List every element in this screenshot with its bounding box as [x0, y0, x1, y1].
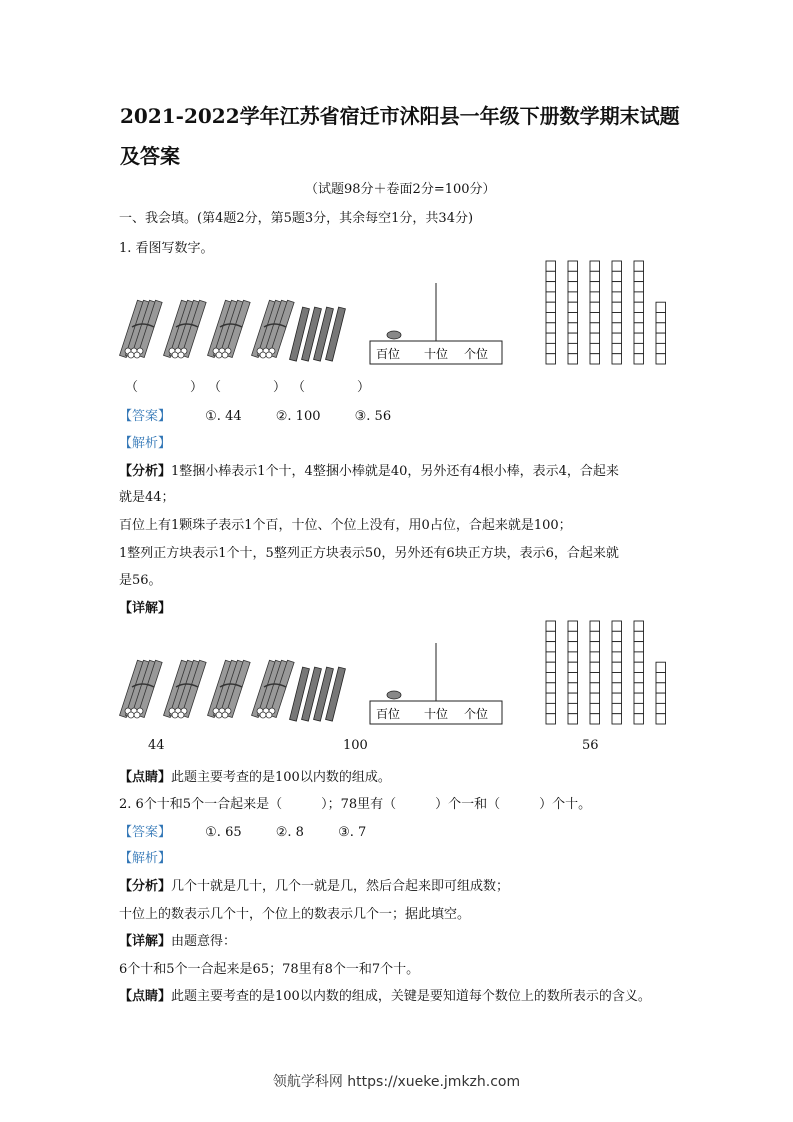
abacus: [370, 643, 502, 724]
block-cell: [612, 292, 622, 302]
block-cell: [568, 621, 578, 631]
block-cell: [546, 693, 556, 703]
blank-2[interactable]: （ ）: [208, 380, 287, 395]
block-cell: [546, 652, 556, 662]
block-cell: [634, 693, 644, 703]
detail-tag: 【详解】: [119, 601, 172, 616]
answer-tag: 【答案】: [119, 825, 172, 840]
detail-value-1: 44: [148, 738, 165, 753]
block-cell: [546, 683, 556, 693]
figure-q1-detail: [118, 615, 678, 730]
blank-3[interactable]: （ ）: [292, 380, 371, 395]
block-cell: [656, 693, 666, 703]
block-cell: [612, 354, 622, 364]
answer-2: ②. 100: [275, 409, 321, 424]
block-cell: [590, 703, 600, 713]
block-cell: [568, 631, 578, 641]
block-cell: [656, 662, 666, 672]
block-cell: [568, 343, 578, 353]
block-cell: [612, 261, 622, 271]
block-cell: [634, 673, 644, 683]
stick-bundle: [120, 660, 163, 718]
block-cell: [612, 652, 622, 662]
question-1: 1. 看图写数字。: [119, 241, 214, 256]
dianjing-q2: 【点睛】此题主要考查的是100以内数的组成，关键是要知道每个数位上的数所表示的含义。: [119, 989, 651, 1004]
block-cell: [612, 302, 622, 312]
abacus-label: 十位: [424, 707, 449, 721]
block-cell: [546, 354, 556, 364]
block-cell: [546, 271, 556, 281]
block-cell: [612, 333, 622, 343]
block-cell: [568, 323, 578, 333]
block-cell: [568, 662, 578, 672]
block-cell: [568, 271, 578, 281]
block-cell: [546, 302, 556, 312]
stick-bundles: [120, 660, 295, 718]
fenxi-line: 1整列正方块表示1个十，5整列正方块表示50，另外还有6块正方块，表示6，合起来就: [119, 546, 619, 561]
block-cell: [634, 631, 644, 641]
analysis-tag: 【解析】: [119, 851, 172, 866]
abacus-label: 个位: [464, 347, 489, 361]
single-sticks: [290, 667, 346, 721]
block-cell: [634, 703, 644, 713]
block-cell: [546, 292, 556, 302]
abacus-label: 十位: [424, 347, 449, 361]
detail-value-3: 56: [582, 738, 599, 753]
block-cell: [568, 282, 578, 292]
block-cell: [546, 261, 556, 271]
block-cell: [634, 714, 644, 724]
abacus-label: 百位: [376, 707, 401, 721]
subtitle: （试题98分＋卷面2分=100分）: [305, 182, 496, 197]
block-cell: [656, 313, 666, 323]
section-heading: 一、我会填。(第4题2分，第5题3分，其余每空1分，共34分): [119, 211, 474, 226]
block-cell: [634, 343, 644, 353]
block-cell: [612, 642, 622, 652]
block-cell: [612, 343, 622, 353]
block-cell: [612, 683, 622, 693]
block-cell: [590, 693, 600, 703]
square-blocks: [546, 261, 666, 364]
block-cell: [634, 621, 644, 631]
fenxi-line: 是56。: [119, 573, 162, 588]
abacus-label: 百位: [376, 347, 401, 361]
answer-tag: 【答案】: [119, 409, 172, 424]
block-cell: [590, 271, 600, 281]
block-cell: [590, 683, 600, 693]
stick-bundle: [208, 300, 251, 358]
stick-bundle: [252, 660, 295, 718]
block-cell: [590, 642, 600, 652]
block-cell: [634, 323, 644, 333]
block-cell: [634, 354, 644, 364]
block-cell: [546, 673, 556, 683]
block-cell: [656, 333, 666, 343]
block-cell: [590, 662, 600, 672]
block-cell: [612, 714, 622, 724]
block-cell: [568, 642, 578, 652]
block-cell: [656, 714, 666, 724]
block-cell: [546, 703, 556, 713]
answer-q2: [119, 821, 396, 840]
block-cell: [590, 343, 600, 353]
stick-bundle: [164, 660, 207, 718]
fenxi-line: 就是44；: [119, 490, 175, 505]
block-cell: [546, 313, 556, 323]
block-cell: [546, 282, 556, 292]
block-cell: [634, 302, 644, 312]
block-cell: [590, 282, 600, 292]
block-cell: [634, 313, 644, 323]
detail-line: 6个十和5个一合起来是65；78里有8个一和7个十。: [119, 962, 420, 977]
block-cell: [612, 631, 622, 641]
block-cell: [590, 302, 600, 312]
block-cell: [590, 323, 600, 333]
block-cell: [568, 292, 578, 302]
block-cell: [546, 333, 556, 343]
question-2: 2. 6个十和5个一合起来是（ ）；78里有（ ）个一和（ ）个十。: [119, 797, 592, 812]
block-cell: [546, 714, 556, 724]
detail-line: 【详解】由题意得：: [119, 934, 237, 949]
analysis-tag: 【解析】: [119, 436, 172, 451]
block-cell: [634, 282, 644, 292]
blank-1[interactable]: （ ）: [125, 380, 204, 395]
block-cell: [568, 714, 578, 724]
block-cell: [590, 261, 600, 271]
block-cell: [546, 662, 556, 672]
answer-1: ①. 65: [205, 825, 242, 840]
stick-bundle: [120, 300, 163, 358]
block-cell: [612, 282, 622, 292]
block-cell: [656, 673, 666, 683]
block-cell: [656, 343, 666, 353]
block-cell: [612, 662, 622, 672]
block-cell: [612, 323, 622, 333]
fenxi-line: 百位上有1颗珠子表示1个百，十位、个位上没有，用0占位，合起来就是100；: [119, 518, 572, 533]
block-cell: [634, 271, 644, 281]
block-cell: [590, 354, 600, 364]
block-cell: [634, 652, 644, 662]
block-cell: [568, 693, 578, 703]
answer-3: ③. 56: [354, 409, 392, 424]
fenxi-line: 【分析】1整捆小棒表示1个十，4整捆小棒就是40，另外还有4根小棒，表示4，合起来: [119, 464, 619, 479]
block-cell: [590, 292, 600, 302]
block-cell: [590, 333, 600, 343]
block-cell: [612, 621, 622, 631]
block-cell: [656, 323, 666, 333]
block-cell: [546, 343, 556, 353]
answer-3: ③. 7: [338, 825, 367, 840]
stick-bundle: [252, 300, 295, 358]
square-blocks: [546, 621, 666, 724]
fenxi-line: 十位上的数表示几个十，个位上的数表示几个一；据此填空。: [119, 907, 471, 922]
figure-q1: [118, 255, 678, 370]
block-cell: [568, 673, 578, 683]
block-cell: [634, 642, 644, 652]
block-cell: [590, 652, 600, 662]
block-cell: [568, 333, 578, 343]
block-cell: [568, 313, 578, 323]
block-cell: [590, 313, 600, 323]
page-title: 2021-2022学年江苏省宿迁市沭阳县一年级下册数学期末试题及答案: [120, 104, 680, 168]
block-cell: [634, 662, 644, 672]
block-cell: [568, 354, 578, 364]
dianjing-q1: 【点睛】此题主要考查的是100以内数的组成。: [119, 770, 391, 785]
block-cell: [568, 652, 578, 662]
fenxi-line: 【分析】几个十就是几十，几个一就是几，然后合起来即可组成数；: [119, 879, 510, 894]
stick-bundles: [120, 300, 295, 358]
block-cell: [656, 683, 666, 693]
answer-1: ①. 44: [205, 409, 242, 424]
block-cell: [546, 642, 556, 652]
block-cell: [612, 693, 622, 703]
block-cell: [612, 703, 622, 713]
block-cell: [590, 621, 600, 631]
answer-2: ②. 8: [275, 825, 304, 840]
block-cell: [546, 621, 556, 631]
block-cell: [568, 261, 578, 271]
abacus: [370, 283, 502, 364]
block-cell: [612, 313, 622, 323]
block-cell: [590, 673, 600, 683]
block-cell: [634, 292, 644, 302]
answer-q1: [119, 405, 421, 424]
block-cell: [590, 714, 600, 724]
stick-bundle: [164, 300, 207, 358]
single-sticks: [290, 307, 346, 361]
block-cell: [546, 631, 556, 641]
block-cell: [568, 703, 578, 713]
block-cell: [656, 354, 666, 364]
block-cell: [634, 333, 644, 343]
detail-value-2: 100: [343, 738, 368, 753]
block-cell: [546, 323, 556, 333]
block-cell: [568, 302, 578, 312]
block-cell: [612, 673, 622, 683]
block-cell: [634, 261, 644, 271]
footer: 领航学科网 https://xueke.jmkzh.com: [272, 1074, 521, 1090]
block-cell: [612, 271, 622, 281]
abacus-label: 个位: [464, 707, 489, 721]
stick-bundle: [208, 660, 251, 718]
block-cell: [656, 703, 666, 713]
block-cell: [634, 683, 644, 693]
block-cell: [590, 631, 600, 641]
block-cell: [656, 302, 666, 312]
block-cell: [568, 683, 578, 693]
